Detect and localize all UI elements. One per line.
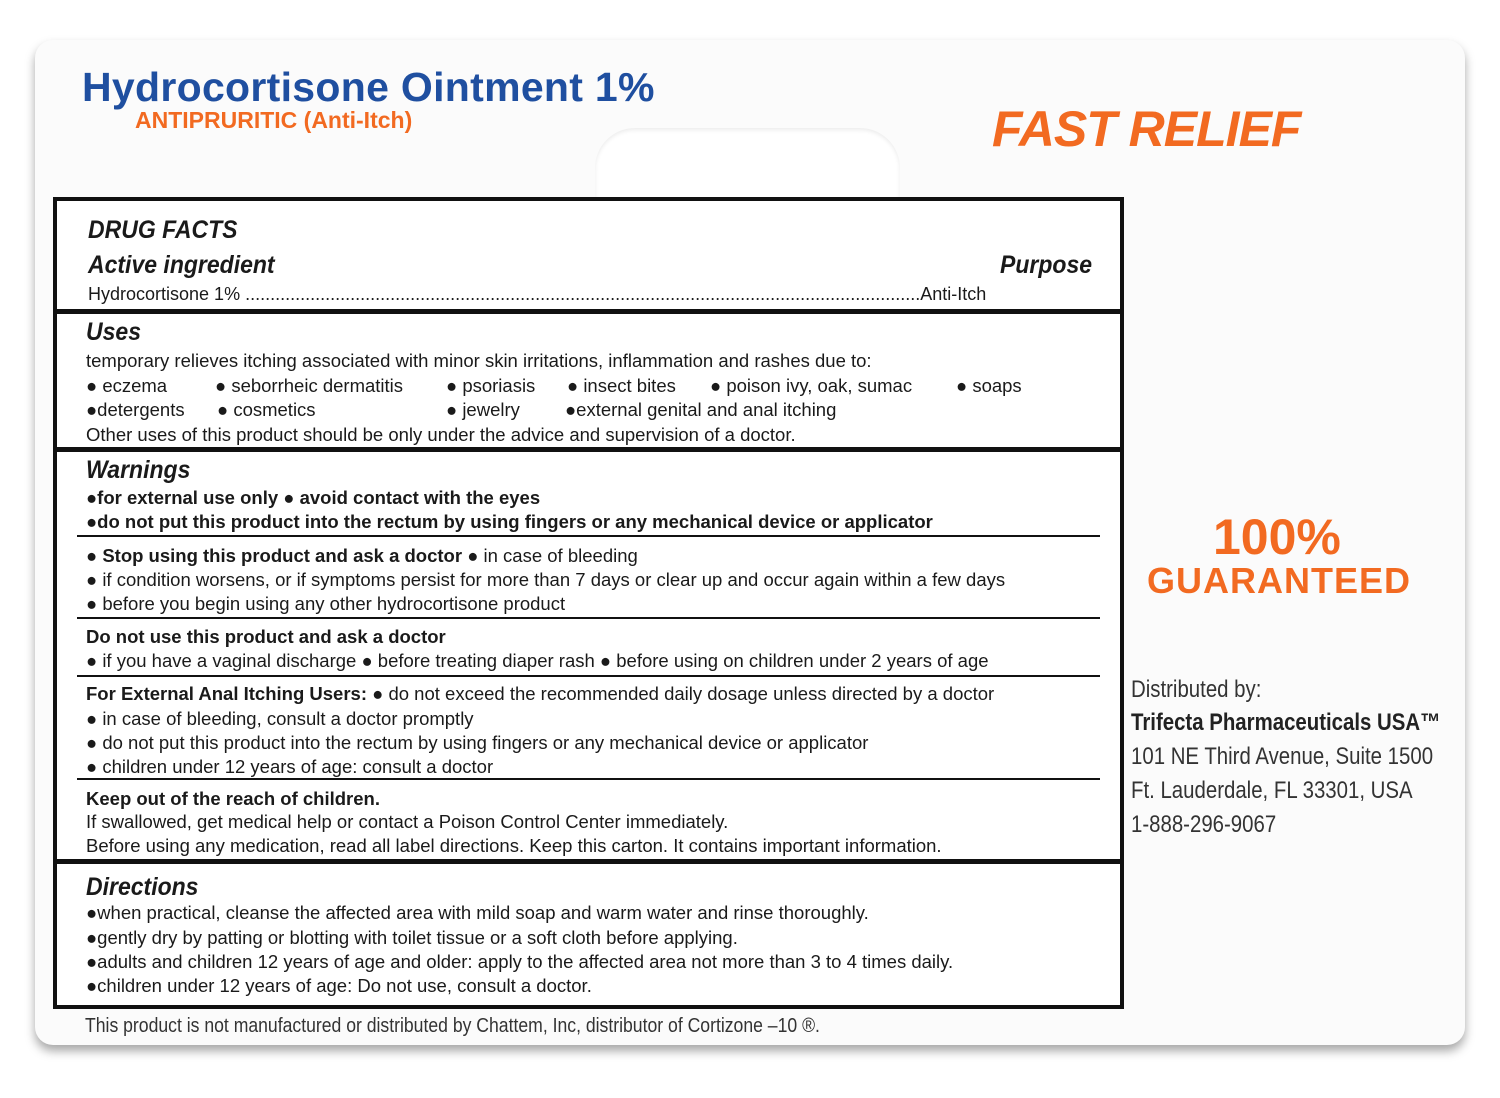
- active-ingredient-heading: Active ingredient: [88, 251, 275, 279]
- uses-item: ● seborrheic dermatitis: [215, 375, 404, 396]
- uses-item: ● psoriasis: [446, 375, 536, 396]
- anal-itching-first: ● do not exceed the recommended daily dosage unless directed by a doctor: [367, 683, 995, 704]
- keep-out-heading: Keep out of the reach of children.: [86, 788, 380, 809]
- direction-item: ●adults and children 12 years of age and older: apply to the affected area not more than 3 to 4 times daily.: [86, 951, 954, 972]
- do-not-use-items: ● if you have a vaginal discharge ● before treating diaper rash ● before using on children under 2 years of age: [86, 650, 989, 671]
- active-ingredient-row: Hydrocortisone 1% .......................................................................................................................................Anti-Itch: [88, 284, 987, 304]
- distributor-address: 101 NE Third Avenue, Suite 1500: [1131, 743, 1434, 770]
- purpose-heading: Purpose: [999, 251, 1092, 279]
- stop-using-heading: ● Stop using this product and ask a doctor: [86, 545, 463, 566]
- stop-using-first: ● in case of bleeding: [462, 545, 638, 566]
- fast-relief-badge: FAST RELIEF: [992, 101, 1301, 157]
- uses-item: ● insect bites: [567, 375, 676, 396]
- direction-item: ●children under 12 years of age: Do not use, consult a doctor.: [86, 975, 592, 996]
- anal-item: ● do not put this product into the rectum by using fingers or any mechanical device or applicator: [86, 732, 869, 753]
- distributor-phone: 1-888-296-9067: [1131, 811, 1277, 838]
- anal-item: ● children under 12 years of age: consult a doctor: [86, 756, 494, 777]
- divider: [77, 778, 1100, 780]
- do-not-use-heading: Do not use this product and ask a doctor: [86, 626, 446, 647]
- stop-item: ● before you begin using any other hydrocortisone product: [86, 593, 566, 614]
- anal-itching-heading: For External Anal Itching Users:: [86, 683, 367, 704]
- divider: [57, 309, 1120, 314]
- stop-item: ● if condition worsens, or if symptoms persist for more than 7 days or clear up and occur again within a few days: [86, 569, 1006, 590]
- uses-intro: temporary relieves itching associated with minor skin irritations, inflammation and rashes due to:: [86, 350, 872, 371]
- warnings-heading: Warnings: [86, 456, 191, 484]
- uses-item: ● eczema: [86, 375, 168, 396]
- uses-item: ●detergents: [86, 399, 185, 420]
- uses-item: ● poison ivy, oak, sumac: [710, 375, 913, 396]
- product-subtitle: ANTIPRURITIC (Anti-Itch): [135, 107, 413, 133]
- drug-facts-panel: [53, 197, 1124, 1009]
- uses-item: ● jewelry: [446, 399, 520, 420]
- distributor-city: Ft. Lauderdale, FL 33301, USA: [1131, 777, 1413, 804]
- direction-item: ●gently dry by patting or blotting with toilet tissue or a soft cloth before applying.: [86, 927, 738, 948]
- divider: [77, 617, 1100, 619]
- drug-facts-title: DRUG FACTS: [88, 216, 238, 244]
- guarantee-percent: 100%: [1213, 509, 1341, 565]
- uses-item: ●external genital and anal itching: [565, 399, 837, 420]
- directions-heading: Directions: [86, 873, 199, 901]
- distributed-by-label: Distributed by:: [1131, 676, 1262, 703]
- direction-item: ●when practical, cleanse the affected area with mild soap and warm water and rinse thoroughly.: [86, 902, 869, 923]
- uses-other: Other uses of this product should be only under the advice and supervision of a doctor.: [86, 424, 796, 445]
- keep-item: Before using any medication, read all label directions. Keep this carton. It contains important information.: [86, 835, 942, 856]
- anal-item: ● in case of bleeding, consult a doctor promptly: [86, 708, 474, 729]
- uses-heading: Uses: [86, 318, 141, 346]
- divider: [77, 535, 1100, 537]
- warning-item: ●do not put this product into the rectum by using fingers or any mechanical device or applicator: [86, 511, 933, 532]
- divider: [77, 675, 1100, 677]
- distributor-name: Trifecta Pharmaceuticals USA™: [1131, 709, 1441, 736]
- product-title: Hydrocortisone Ointment 1%: [82, 64, 655, 110]
- footer-disclaimer: This product is not manufactured or distributed by Chattem, Inc, distributor of Cortizone –10 ®.: [85, 1015, 820, 1037]
- anal-itching-line: [86, 683, 994, 705]
- guarantee-label: GUARANTEED: [1147, 560, 1412, 601]
- warning-item: ●for external use only ● avoid contact with the eyes: [86, 487, 541, 508]
- stop-using-line: [86, 545, 638, 567]
- uses-item: ● cosmetics: [217, 399, 316, 420]
- keep-item: If swallowed, get medical help or contact a Poison Control Center immediately.: [86, 811, 729, 832]
- divider: [57, 859, 1120, 864]
- uses-item: ● soaps: [956, 375, 1022, 396]
- divider: [57, 447, 1120, 452]
